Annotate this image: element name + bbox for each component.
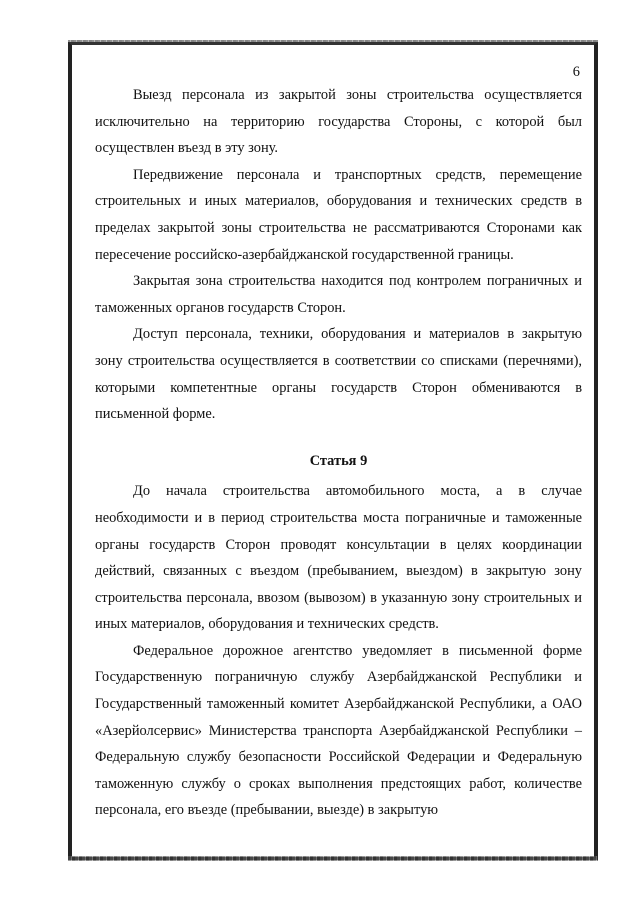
page-border-bottom [68, 856, 598, 861]
paragraph-movement-within-zone: Передвижение персонала и транспортных средств, перемещение строительных и иных материалов, оборудования и технических средств в пределах закрытой зоны строительства не рассматриваются Сторонами как пересечение российско-азербайджанской государственной границы. [95, 166, 582, 263]
article-title: Статья 9 [309, 452, 368, 469]
paragraph-access-lists: Доступ персонала, техники, оборудования и материалов в закрытую зону строительства осуществляется в соответствии со списками (перечнями), которыми компетентные органы государств Сторон обмениваются в письменной форме. [95, 326, 582, 423]
paragraph-exit-personnel: Выезд персонала из закрытой зоны строительства осуществляется исключительно на территорию государства Стороны, с которой был осуществлен въезд в эту зону. [95, 87, 582, 157]
paragraph-zone-control: Закрытая зона строительства находится под контролем пограничных и таможенных органов государств Сторон. [95, 273, 582, 316]
document-body [95, 62, 582, 824]
paragraph-consultations: До начала строительства автомобильного моста, а в случае необходимости и в период строительства моста пограничные и таможенные органы государств Сторон проводят консультации в целях координации действий, связанных с въездом (пребыванием, выездом) в закрытую зону строительства персонала, ввозом (вывозом) в указанную зону строительных и иных материалов, оборудования и технических средств. [95, 483, 582, 633]
paragraph-notification: Федеральное дорожное агентство уведомляет в письменной форме Государственную пограничную службу Азербайджанской Республики и Государственный таможенный комитет Азербайджанской Республики, а ОАО «Азерйолсервис» Министерства транспорта Азербайджанской Республики – Федеральную службу безопасности Российской Федерации и Федеральную таможенную службу о сроках выполнения предстоящих работ, количестве персонала, его въезде (пребывании, выезде) в закрытую [95, 642, 582, 819]
page-number: 6 [572, 64, 580, 80]
